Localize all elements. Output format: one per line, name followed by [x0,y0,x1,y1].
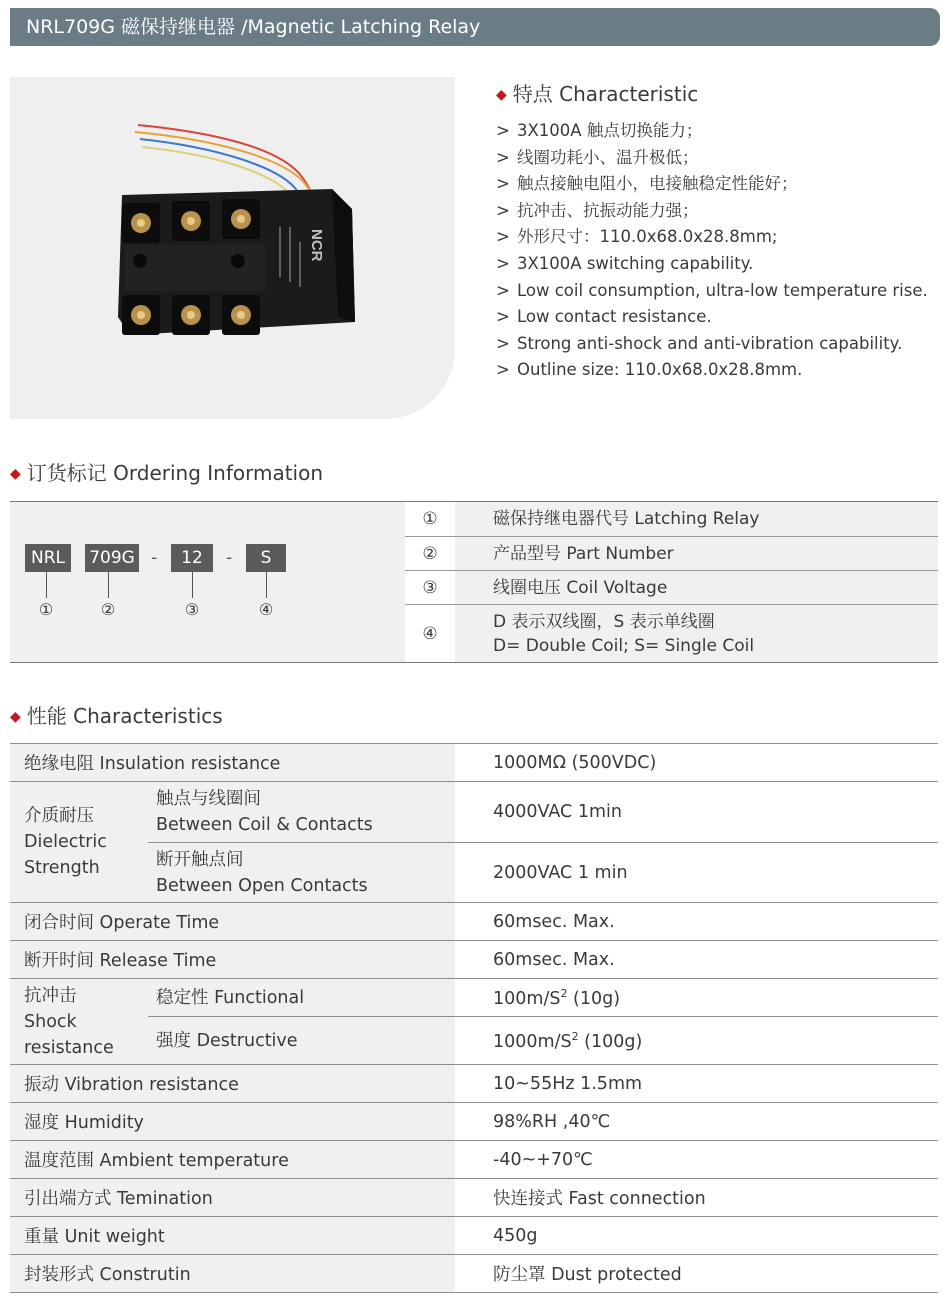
features-heading [496,78,698,107]
code-leader-line [192,572,193,598]
table-row [10,744,938,782]
code-leader-line [266,572,267,598]
table-row [10,941,938,979]
spec-label: 引出端方式 Temination [10,1179,455,1217]
legend-number: ① [422,509,438,529]
code-segment-model: 709G [85,544,139,572]
relay-photo [10,77,455,419]
spec-value: 450g [455,1217,938,1255]
spec-value: -40~+70℃ [455,1141,938,1179]
spec-value: 快连接式 Fast connection [455,1179,938,1217]
product-photo-panel [10,77,455,419]
list-item: > 抗冲击、抗振动能力强； [496,198,946,225]
spec-label: 温度范围 Ambient temperature [10,1141,455,1179]
code-segment-series: NRL [25,544,71,572]
spec-value: 10~55Hz 1.5mm [455,1065,938,1103]
table-row [405,571,938,605]
list-item: > Strong anti-shock and anti-vibration capability. [496,331,946,358]
table-row [10,1141,938,1179]
diamond-bullet-icon: ◆ [496,87,507,103]
table-row [405,537,938,571]
table-row [405,605,938,662]
list-item: > 3X100A switching capability. [496,251,946,278]
ordering-heading-text: 订货标记 Ordering Information [26,461,324,485]
spec-value: 2000VAC 1 min [455,843,938,903]
chevron-right-icon: > [496,280,510,300]
legend-number: ③ [422,577,438,598]
spec-sublabel: 触点与线圈间 Between Coil & Contacts [148,782,455,843]
list-item: > 3X100A 触点切换能力； [496,118,946,145]
chevron-right-icon: > [496,360,510,380]
features-list [496,118,946,384]
chevron-right-icon: > [496,307,510,327]
table-row [405,502,938,537]
code-separator: - [151,548,158,568]
page-title-bar [10,8,940,46]
diamond-bullet-icon: ◆ [10,709,21,725]
table-row [10,1103,938,1141]
ordering-heading [10,457,323,486]
code-number: ④ [258,600,274,619]
list-item: > 线圈功耗小、温升极低； [496,145,946,172]
spec-label: 重量 Unit weight [10,1217,455,1255]
spec-label: 湿度 Humidity [10,1103,455,1141]
page-title: NRL709G 磁保持继电器 /Magnetic Latching Relay [26,16,481,38]
chevron-right-icon: > [496,121,510,140]
table-row [10,903,938,941]
ordering-table [10,501,938,663]
diamond-bullet-icon: ◆ [10,466,21,482]
table-row [10,1217,938,1255]
chevron-right-icon: > [496,200,510,220]
spec-value: 4000VAC 1min [455,782,938,843]
table-row [10,782,938,843]
legend-number: ② [422,543,438,564]
spec-group-label: 介质耐压 Dielectric Strength [10,782,148,903]
table-row [10,1065,938,1103]
spec-value: $100m/S^2$ (10g) [455,979,938,1017]
code-number: ② [100,600,116,619]
specs-heading [10,700,223,729]
features-heading-text: 特点 Characteristic [512,82,699,106]
code-number: ③ [184,600,200,619]
table-row [10,843,938,903]
spec-label: 振动 Vibration resistance [10,1065,455,1103]
list-item: > Outline size: 110.0x68.0x28.8mm. [496,357,946,384]
legend-text: 线圈电压 Coil Voltage [455,571,938,604]
table-row [10,979,938,1017]
list-item: > Low coil consumption, ultra-low temperature rise. [496,278,946,305]
list-item: > 外形尺寸：110.0x68.0x28.8mm; [496,224,946,251]
code-leader-line [108,572,109,598]
list-item: > 触点接触电阻小，电接触稳定性能好； [496,171,946,198]
spec-sublabel: 强度 Destructive [148,1017,455,1065]
spec-value: 60msec. Max. [455,941,938,979]
legend-text: 磁保持继电器代号 Latching Relay [455,502,938,536]
spec-label: 封装形式 Construtin [10,1255,455,1293]
spec-label: 断开时间 Release Time [10,941,455,979]
legend-text: 产品型号 Part Number [455,537,938,570]
spec-sublabel: 稳定性 Functional [148,979,455,1017]
spec-group-label: 抗冲击 Shock resistance [10,979,148,1065]
code-separator: - [226,548,233,568]
chevron-right-icon: > [496,227,510,247]
code-segment-voltage: 12 [171,544,213,572]
spec-label: 绝缘电阻 Insulation resistance [10,744,455,782]
table-row [10,1017,938,1065]
spec-value: 60msec. Max. [455,903,938,941]
list-item: > Low contact resistance. [496,304,946,331]
spec-value: 1000MΩ (500VDC) [455,744,938,782]
code-segment-coil: S [246,544,286,572]
specs-heading-text: 性能 Characteristics [26,704,223,728]
spec-value: $1000m/S^2$ (100g) [455,1017,938,1065]
spec-sublabel: 断开触点间 Between Open Contacts [148,843,455,903]
legend-number: ④ [422,623,438,644]
table-row [10,1255,938,1293]
chevron-right-icon: > [496,174,510,194]
chevron-right-icon: > [496,333,510,353]
chevron-right-icon: > [496,147,510,167]
ordering-legend [405,502,938,662]
legend-text: D 表示双线圈，S 表示单线圈 D= Double Coil; S= Single Coil [455,605,938,662]
relay-brand-logo: NCR [308,229,325,262]
spec-label: 闭合时间 Operate Time [10,903,455,941]
spec-value: 防尘罩 Dust protected [455,1255,938,1293]
code-leader-line [46,572,47,598]
specs-table [10,743,938,1293]
table-row [10,1179,938,1217]
chevron-right-icon: > [496,253,510,273]
code-number: ① [38,600,54,619]
spec-value: 98%RH ,40℃ [455,1103,938,1141]
